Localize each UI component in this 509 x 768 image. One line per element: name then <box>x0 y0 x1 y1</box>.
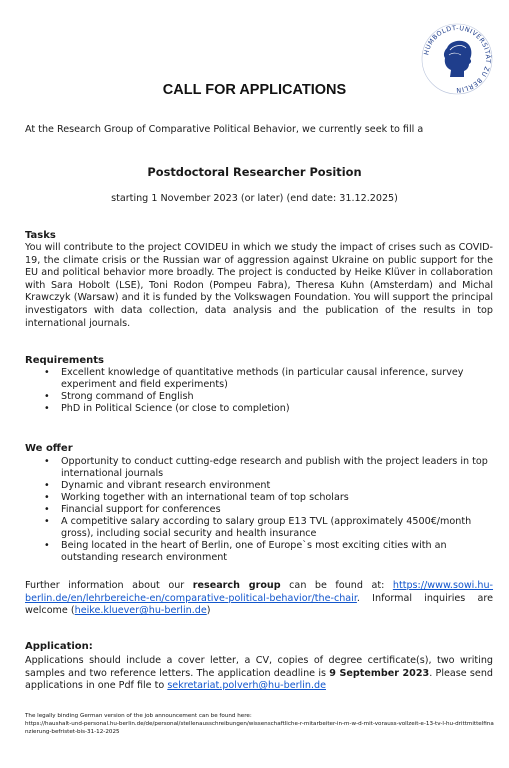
legal-note-url[interactable]: https://haushalt-und-personal.hu-berlin.de/de/personal/stellenausschreibungen/wissenschaftliche-r-mitarbeiter-in-m-w-d-mit-vorauss-vollzeit-e-13-tv-l-hu-drittmittelfinanzierung-befristet-bis-31-12-2025 <box>25 721 494 735</box>
list-item <box>25 391 495 403</box>
list-item <box>25 540 495 564</box>
info-suffix: ) <box>206 605 211 617</box>
requirements-heading: Requirements <box>25 355 104 366</box>
info-after-url: . Informal inquiries are welcome ( <box>25 592 493 617</box>
requirement-text: PhD in Political Science (or close to completion) <box>61 403 290 414</box>
application-text <box>25 655 493 693</box>
bullet-icon: • <box>44 516 50 527</box>
page-title: CALL FOR APPLICATIONS <box>162 82 347 98</box>
bullet-icon: • <box>44 492 50 503</box>
list-item <box>25 504 495 516</box>
offer-text: Opportunity to conduct cutting-edge research and publish with the project leaders in top international journals <box>61 456 488 479</box>
research-group-link[interactable]: https://www.sowi.hu-berlin.de/en/lehrbereiche-en/comparative-political-behavior/the-chair <box>25 580 494 604</box>
bullet-icon: • <box>44 540 50 551</box>
bullet-icon: • <box>44 391 50 402</box>
application-text-before: Applications should include a cover letter, a CV, copies of degree certificate(s), two writing samples and two reference letters. The application deadline is <box>25 655 493 679</box>
offer-text: A competitive salary according to salary group E13 TVL (approximately 4500€/month gross), including social security and health insurance <box>61 516 472 539</box>
position-dates: starting 1 November 2023 (or later) (end date: 31.12.2025) <box>111 193 398 204</box>
bullet-icon: • <box>44 403 50 414</box>
legal-note <box>25 712 495 736</box>
list-item <box>25 367 495 391</box>
offer-text: Financial support for conferences <box>61 504 221 515</box>
tasks-heading: Tasks <box>25 230 56 241</box>
legal-note-text: The legally binding German version of the job announcement can be found here: <box>25 713 252 719</box>
application-deadline: 9 September 2023 <box>329 667 430 679</box>
offer-text: Being located in the heart of Berlin, one of Europe`s most exciting cities with an outstanding research environment <box>61 540 447 563</box>
bullet-icon: • <box>44 480 50 491</box>
application-text-after: . Please send applications in one Pdf file to <box>25 667 493 692</box>
contact-email-link[interactable]: heike.kluever@hu-berlin.de <box>74 605 207 617</box>
offer-text: Working together with an international team of top scholars <box>61 492 349 503</box>
bullet-icon: • <box>44 504 50 515</box>
info-bold: research group <box>192 580 281 591</box>
further-info <box>25 580 493 618</box>
intro-text: At the Research Group of Comparative Political Behavior, we currently seek to fill a <box>25 124 424 135</box>
info-prefix: Further information about our <box>25 580 193 591</box>
bullet-icon: • <box>44 456 50 467</box>
offer-text: Dynamic and vibrant research environment <box>61 480 271 491</box>
requirement-text: Strong command of English <box>61 391 194 402</box>
list-item <box>25 456 495 480</box>
list-item <box>25 516 495 540</box>
requirements-list <box>25 367 495 415</box>
offer-heading: We offer <box>25 443 73 454</box>
tasks-text: You will contribute to the project COVIDEU in which we study the impact of crises such as COVID-19, the climate crisis or the Russian war of aggression against Ukraine on public support for the EU and political behavior more broadly. The project is conducted by Heike Klüver in collaboration with Sara Hobolt (LSE), Toni Rodon (Pompeu Fabra), Theresa Kuhn (Amsterdam) and Michal Krawczyk (Warsaw) and it is funded by the Volkswagen Foundation. You will support the principal investigators with data collection, data analysis and the publication of the results in top international journals. <box>25 242 493 329</box>
position-title: Postdoctoral Researcher Position <box>147 165 362 179</box>
info-middle: can be found at: <box>280 580 393 591</box>
list-item <box>25 403 495 415</box>
offer-list <box>25 456 495 564</box>
bullet-icon: • <box>44 367 50 378</box>
list-item <box>25 492 495 504</box>
svg-text:HUMBOLDT-UNIVERSITÄT ZU BERLIN: HUMBOLDT-UNIVERSITÄT ZU BERLIN <box>422 23 493 95</box>
application-email-link[interactable]: sekretariat.polverh@hu-berlin.de <box>167 680 327 692</box>
requirement-text: Excellent knowledge of quantitative methods (in particular causal inference, survey experiment and field experiments) <box>61 367 464 390</box>
list-item <box>25 480 495 492</box>
application-heading: Application: <box>25 641 93 652</box>
